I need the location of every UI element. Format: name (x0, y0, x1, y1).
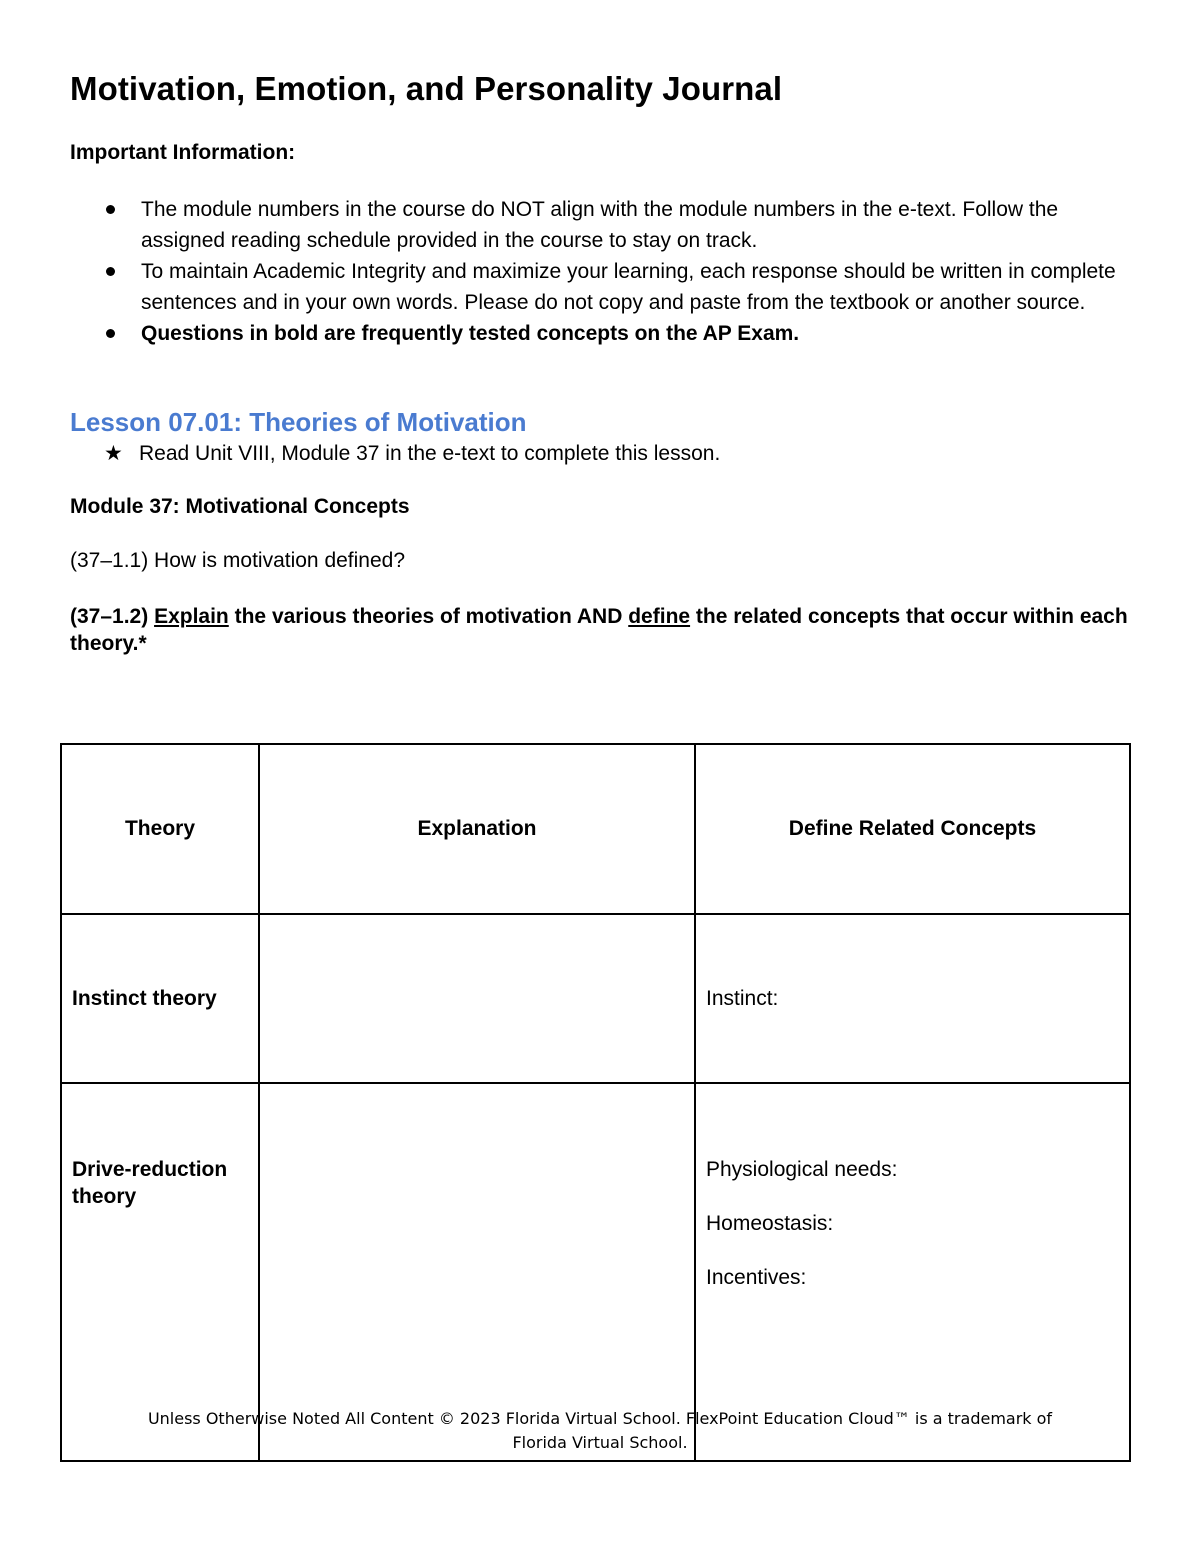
star-icon: ★ (104, 442, 123, 465)
theories-table (60, 743, 1131, 1462)
question-motivation-defined: (37–1.1) How is motivation defined? (70, 549, 406, 572)
concepts-cell[interactable] (695, 1083, 1130, 1461)
concept-label: Incentives: (706, 1266, 807, 1289)
concept-label: Instinct: (706, 987, 779, 1010)
question-theories-of-motivation (70, 603, 1140, 657)
list-item: To maintain Academic Integrity and maximize your learning, each response should be written in complete sentences and in your own words. Please do not copy and paste from the textbook or another source. (70, 256, 1140, 318)
concept-label: Physiological needs: (706, 1158, 898, 1181)
keyword-define: define (628, 605, 691, 628)
table-row (61, 914, 1130, 1083)
lesson-title: Lesson 07.01: Theories of Motivation (70, 407, 527, 437)
theory-cell (61, 914, 259, 1083)
important-information-list (70, 194, 1140, 349)
copyright-footer (0, 1407, 1200, 1455)
reading-text: Read Unit VIII, Module 37 in the e-text to complete this lesson. (139, 442, 721, 465)
footer-line: Florida Virtual School. (512, 1433, 688, 1452)
concept-label: Homeostasis: (706, 1212, 834, 1235)
table-header-row (61, 744, 1130, 914)
document-title: Motivation, Emotion, and Personality Journal (70, 70, 783, 107)
header-explanation: Explanation (259, 744, 695, 914)
list-item: Questions in bold are frequently tested concepts on the AP Exam. (70, 318, 1140, 349)
keyword-explain: Explain (154, 605, 229, 628)
header-define-related-concepts: Define Related Concepts (695, 744, 1130, 914)
explanation-cell[interactable] (259, 1083, 695, 1461)
concepts-cell[interactable] (695, 914, 1130, 1083)
table-row (61, 1083, 1130, 1461)
theory-name: Drive-reduction theory (72, 1158, 228, 1208)
question-number: (37–1.2) (70, 605, 149, 628)
important-information-label: Important Information: (70, 141, 296, 164)
theory-cell (61, 1083, 259, 1461)
question-text: the related concepts that occur within each theory.* (70, 605, 1128, 655)
question-text: the various theories of motivation AND (234, 605, 623, 628)
reading-assignment (70, 441, 720, 466)
theory-name: Instinct theory (72, 987, 217, 1010)
list-item: The module numbers in the course do NOT align with the module numbers in the e-text. Follow the assigned reading schedule provided in the course to stay on track. (70, 194, 1140, 256)
explanation-cell[interactable] (259, 914, 695, 1083)
footer-line: Unless Otherwise Noted All Content © 2023 Florida Virtual School. FlexPoint Education Cloud™ is a trademark of (147, 1409, 1053, 1428)
module-heading: Module 37: Motivational Concepts (70, 495, 410, 518)
header-theory: Theory (61, 744, 259, 914)
